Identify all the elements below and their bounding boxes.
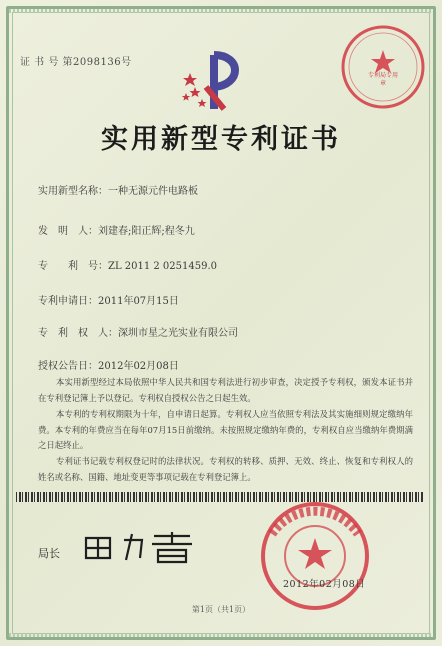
field-value: 一种无源元件电路板 (108, 186, 198, 197)
field-value: 2011年07月15日 (98, 296, 179, 307)
field-value: 2012年02月08日 (98, 361, 179, 372)
field-grant-date (38, 357, 179, 372)
top-seal-icon (338, 22, 428, 112)
field-label: 专 利 权 人： (38, 328, 118, 339)
field-label: 实用新型名称： (38, 186, 108, 197)
patent-office-logo-icon (180, 47, 252, 119)
field-patentee (38, 324, 238, 339)
field-inventors (38, 222, 195, 237)
field-label: 专 利 号： (38, 261, 108, 272)
certificate-number: 证 书 号 第2098136号 (20, 57, 132, 68)
field-label: 专利申请日： (38, 296, 98, 307)
certificate-title: 实用新型专利证书 (101, 124, 341, 155)
paragraph-term: 本专利的专利权期限为十年，自申请日起算。专利权人应当依照专利法及其实施细则规定缴纳年费。本专利的年费应当在每年07月15日前缴纳。未按照规定缴纳年费的，专利权自应当缴纳年费期满之日起终止。 (38, 409, 413, 450)
issue-date: 2012年02月08日 (283, 579, 366, 590)
director-signature-icon (80, 528, 200, 566)
field-label: 发 明 人： (38, 226, 98, 237)
top-seal-text: 专利局专用章 (367, 72, 398, 87)
paragraph-grant: 本实用新型经过本局依照中华人民共和国专利法进行初步审查，决定授予专利权，颁发本证书并在专利登记簿上予以登记。专利权自授权公告之日起生效。 (38, 377, 413, 403)
director-label: 局长 (38, 547, 60, 560)
bottom-seal-icon (250, 498, 380, 613)
top-guilloche (9, 9, 433, 13)
field-value: 深圳市星之光实业有限公司 (118, 328, 238, 339)
bottom-guilloche (9, 633, 433, 637)
field-patent-number (38, 257, 217, 272)
field-utility-model-name (38, 182, 198, 197)
field-value: ZL 2011 2 0251459.0 (108, 261, 218, 272)
paragraph-status: 专利证书记载专利权登记时的法律状况。专利权的转移、质押、无效、终止、恢复和专利权人的姓名或名称、国籍、地址变更等事项记载在专利登记簿上。 (38, 456, 413, 482)
field-value: 刘建春;阳正辉;程冬九 (98, 226, 195, 237)
page-number: 第1页（共1页） (191, 605, 251, 614)
field-application-date (38, 292, 179, 307)
field-label: 授权公告日： (38, 361, 98, 372)
